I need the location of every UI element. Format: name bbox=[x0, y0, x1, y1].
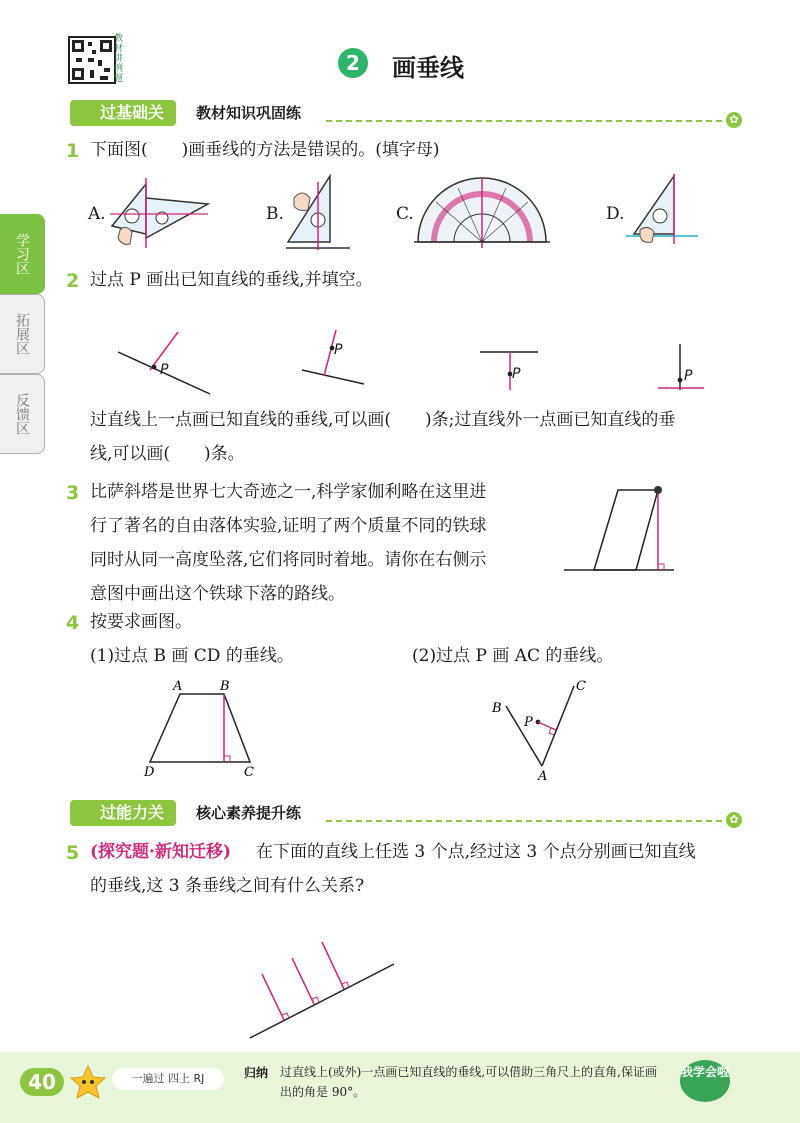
trapezoid-label-a: A bbox=[173, 679, 183, 694]
q2-point-label-3: P bbox=[512, 366, 521, 382]
section-basic bbox=[70, 100, 740, 126]
q5-line2: 的垂线,这 3 条垂线之间有什么关系? bbox=[90, 876, 365, 896]
q1-number: 1 bbox=[66, 140, 80, 162]
q1-figure-a bbox=[108, 176, 212, 250]
q5-tag: (探究题·新知迁移) bbox=[90, 842, 232, 862]
q4-part1: (1)过点 B 画 CD 的垂线。 bbox=[90, 646, 294, 666]
side-tab-feedback[interactable]: 反馈区 bbox=[0, 374, 45, 454]
section-divider bbox=[326, 820, 722, 822]
q2-fill-line1: 过直线上一点画已知直线的垂线,可以画( )条;过直线外一点画已知直线的垂 bbox=[90, 410, 676, 430]
q1-text: 下面图( )画垂线的方法是错误的。(填字母) bbox=[90, 140, 440, 160]
section-ability-tag: 过能力关 bbox=[70, 800, 176, 826]
angle-label-b: B bbox=[492, 701, 502, 716]
brand-label: 一遍过 四上 RJ bbox=[112, 1068, 224, 1090]
q4-number: 4 bbox=[66, 612, 80, 634]
angle-label-p: P bbox=[524, 715, 533, 730]
q1-figure-b bbox=[284, 172, 354, 252]
q2-point-label-4: P bbox=[684, 368, 693, 384]
lesson-number: 2 bbox=[338, 48, 368, 78]
page-title: 画垂线 bbox=[392, 54, 464, 82]
qr-caption: 教材讲例题 bbox=[114, 34, 124, 84]
q4-part2: (2)过点 P 画 AC 的垂线。 bbox=[412, 646, 614, 666]
q2-text: 过点 P 画出已知直线的垂线,并填空。 bbox=[90, 270, 373, 290]
q1-option-a: A. bbox=[88, 204, 106, 224]
trapezoid-label-c: C bbox=[244, 765, 254, 780]
q4-trapezoid-figure bbox=[140, 676, 270, 780]
trapezoid-label-d: D bbox=[144, 765, 155, 780]
i-learned-badge: 我学会啦 bbox=[680, 1060, 730, 1102]
q1-figure-d bbox=[622, 172, 700, 252]
q2-figure-3 bbox=[478, 344, 542, 394]
flower-icon: ✿ bbox=[726, 812, 742, 828]
q3-line1: 比萨斜塔是世界七大奇迹之一,科学家伽利略在这里进 bbox=[90, 482, 487, 502]
q5-number: 5 bbox=[66, 842, 80, 864]
side-tab-expand[interactable]: 拓展区 bbox=[0, 294, 45, 374]
q2-point-label-2: P bbox=[334, 342, 343, 358]
mascot-icon bbox=[68, 1064, 108, 1100]
q2-point-label-1: P bbox=[160, 362, 169, 378]
side-tab-study[interactable]: 学习区 bbox=[0, 214, 45, 294]
q1-option-b: B. bbox=[266, 204, 284, 224]
q1-option-c: C. bbox=[396, 204, 414, 224]
section-divider bbox=[326, 120, 722, 122]
q2-figure-2 bbox=[298, 326, 368, 388]
q3-line3: 同时从同一高度坠落,它们将同时着地。请你在右侧示 bbox=[90, 550, 487, 570]
q2-number: 2 bbox=[66, 270, 80, 292]
q1-figure-c-protractor bbox=[414, 176, 550, 250]
page-number: 40 bbox=[20, 1068, 64, 1096]
trapezoid-label-b: B bbox=[220, 679, 230, 694]
q2-figure-4 bbox=[656, 340, 706, 398]
q2-fill-line2: 线,可以画( )条。 bbox=[90, 444, 245, 464]
q1-option-d: D. bbox=[606, 204, 625, 224]
angle-label-c: C bbox=[576, 679, 586, 694]
q5-parallel-perpendiculars-figure bbox=[246, 938, 398, 1042]
q5-line1: 在下面的直线上任选 3 个点,经过这 3 个点分别画已知直线 bbox=[256, 842, 696, 862]
section-ability bbox=[70, 800, 740, 826]
q3-number: 3 bbox=[66, 482, 80, 504]
q4-angle-figure bbox=[486, 674, 596, 784]
section-basic-subtitle: 教材知识巩固练 bbox=[196, 104, 302, 122]
flower-icon: ✿ bbox=[726, 112, 742, 128]
q3-line2: 行了著名的自由落体实验,证明了两个质量不同的铁球 bbox=[90, 516, 487, 536]
q4-text: 按要求画图。 bbox=[90, 612, 192, 632]
section-ability-subtitle: 核心素养提升练 bbox=[196, 804, 302, 822]
qr-code[interactable] bbox=[68, 36, 116, 84]
section-basic-tag: 过基础关 bbox=[70, 100, 176, 126]
summary-label: 归纳 bbox=[244, 1066, 269, 1080]
summary-text: 过直线上(或外)一点画已知直线的垂线,可以借助三角尺上的直角,保证画出的角是 90°。 bbox=[280, 1065, 657, 1099]
angle-label-a: A bbox=[538, 769, 548, 784]
q3-line4: 意图中画出这个铁球下落的路线。 bbox=[90, 584, 345, 604]
q3-leaning-tower-figure bbox=[564, 480, 676, 574]
